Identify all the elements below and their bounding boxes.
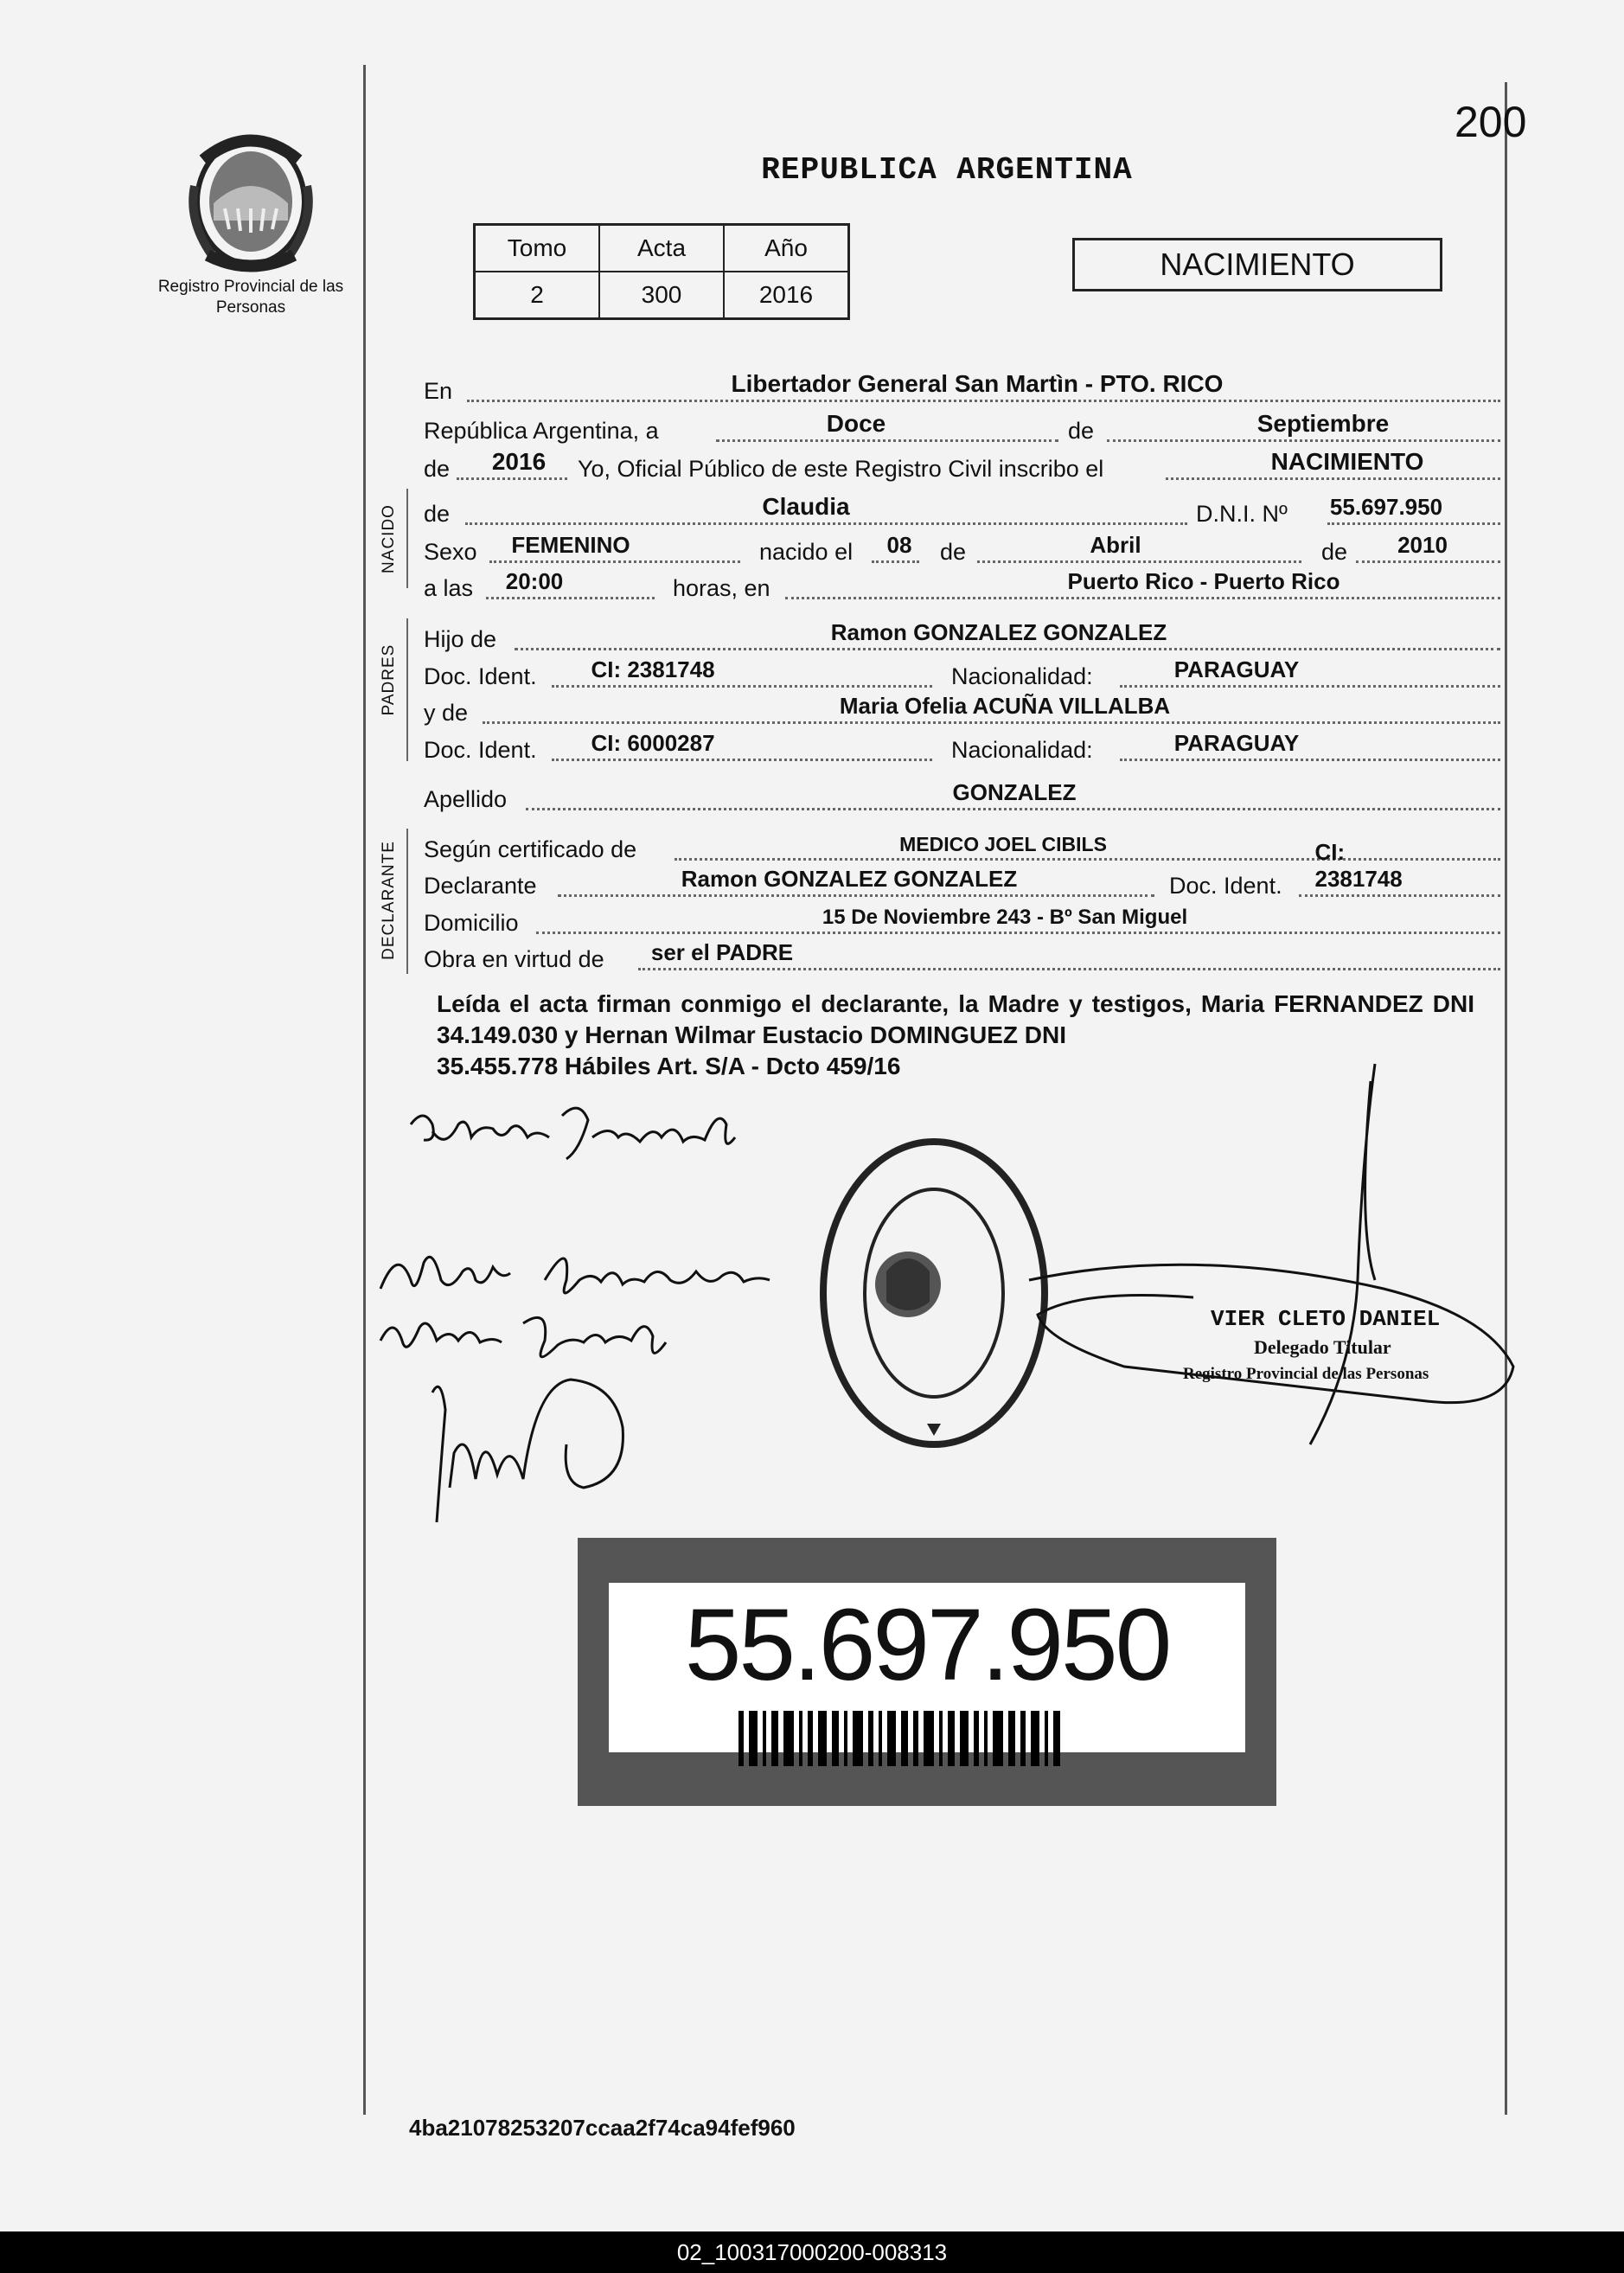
volume-table xyxy=(473,223,850,320)
birth-month-value: Abril xyxy=(1090,532,1141,558)
doc-label: Doc. Ident. xyxy=(1169,873,1282,899)
registry-name: Registro Provincial de las Personas xyxy=(157,278,344,317)
apellido-value: GONZALEZ xyxy=(952,779,1077,805)
reading-text: Leída el acta firman conmigo el declarante, la Madre y testigos, Maria FERNANDEZ DNI 34.149.030 y Hernan Wilmar Eustacio DOMINGUEZ DNI xyxy=(437,990,1474,1048)
inscribo-label: Yo, Oficial Público de este Registro Civil inscribo el xyxy=(578,456,1104,482)
official-office: Registro Provincial de las Personas xyxy=(1183,1365,1429,1383)
dotted-line xyxy=(467,399,1500,402)
inscribo-value: NACIMIENTO xyxy=(1270,448,1424,475)
dotted-line xyxy=(1120,684,1500,688)
section-padres: PADRES xyxy=(380,643,398,716)
field-row-obra xyxy=(424,938,1500,976)
declarante-label: Declarante xyxy=(424,873,537,899)
name-value: Claudia xyxy=(762,493,850,520)
hora-value: 20:00 xyxy=(505,568,564,594)
birth-day-value: 08 xyxy=(886,532,912,558)
de-label: de xyxy=(424,456,451,482)
de-label: de xyxy=(1068,418,1095,444)
father-doc-value: CI: 2381748 xyxy=(591,656,715,682)
document-title: REPUBLICA ARGENTINA xyxy=(761,152,1133,188)
dotted-line xyxy=(1299,893,1500,897)
de-label: de xyxy=(1321,539,1348,565)
father-nat-value: PARAGUAY xyxy=(1173,656,1300,682)
dotted-line xyxy=(489,560,740,563)
field-row-date xyxy=(424,410,1500,448)
place-value: Libertador General San Martìn - PTO. RICO xyxy=(731,370,1224,397)
mother-doc-value: CI: 6000287 xyxy=(591,730,715,756)
y-de-label: y de xyxy=(424,700,469,726)
dni-label: D.N.I. Nº xyxy=(1196,501,1288,527)
domicilio-value: 15 De Noviembre 243 - Bº San Miguel xyxy=(822,906,1188,929)
mother-value: Maria Ofelia ACUÑA VILLALBA xyxy=(839,693,1171,719)
dotted-line xyxy=(483,720,1500,724)
dotted-line xyxy=(486,596,655,599)
dotted-line xyxy=(638,967,1500,970)
acta-header: Acta xyxy=(599,225,724,272)
official-role: Delegado Titular xyxy=(1254,1336,1391,1358)
nacido-label: nacido el xyxy=(759,539,854,565)
obra-label: Obra en virtud de xyxy=(424,946,604,972)
document-hash: 4ba21078253207ccaa2f74ca94fef960 xyxy=(409,2115,796,2141)
official-name: VIER CLETO DANIEL xyxy=(1211,1306,1441,1332)
en-label: En xyxy=(424,378,453,404)
year-value: 2016 xyxy=(491,448,547,475)
record-type-box: NACIMIENTO xyxy=(1072,238,1442,291)
official-signature xyxy=(1020,1055,1522,1462)
dotted-line xyxy=(552,758,932,761)
field-row-birth xyxy=(424,531,1500,569)
doc-label: Doc. Ident. xyxy=(424,663,537,689)
de-label: de xyxy=(424,501,451,527)
dotted-line xyxy=(1327,522,1500,525)
dotted-line xyxy=(515,647,1500,650)
mother-nat-value: PARAGUAY xyxy=(1173,730,1300,756)
dotted-line xyxy=(716,439,1058,442)
field-row-name xyxy=(424,493,1500,531)
day-value: Doce xyxy=(826,410,886,437)
dotted-line xyxy=(872,560,919,563)
hijo-label: Hijo de xyxy=(424,626,497,652)
section-nacido: NACIDO xyxy=(380,504,398,573)
republica-label: República Argentina, a xyxy=(424,418,659,444)
dotted-line xyxy=(1356,560,1500,563)
section-declarante: DECLARANTE xyxy=(380,841,398,960)
province-emblem-icon xyxy=(177,125,324,272)
field-row-mother xyxy=(424,692,1500,730)
doc-label: Doc. Ident. xyxy=(424,737,537,763)
dotted-line xyxy=(1166,477,1500,480)
dotted-line xyxy=(552,684,932,688)
field-row-year xyxy=(424,448,1500,486)
nacionalidad-label: Nacionalidad: xyxy=(951,737,1093,763)
field-row-father xyxy=(424,618,1500,656)
tomo-value: 2 xyxy=(475,272,600,319)
birth-place-value: Puerto Rico - Puerto Rico xyxy=(1067,568,1340,594)
anio-header: Año xyxy=(724,225,849,272)
sexo-label: Sexo xyxy=(424,539,477,565)
dotted-line xyxy=(526,807,1500,810)
anio-value: 2016 xyxy=(724,272,849,319)
acta-value: 300 xyxy=(599,272,724,319)
dotted-line xyxy=(1120,758,1500,761)
dotted-line xyxy=(1107,439,1500,442)
apellido-label: Apellido xyxy=(424,786,508,812)
domicilio-label: Domicilio xyxy=(424,910,519,936)
section-declarante-bracket xyxy=(406,829,415,974)
dotted-line xyxy=(558,893,1154,897)
tomo-header: Tomo xyxy=(475,225,600,272)
dotted-line xyxy=(536,931,1500,934)
dotted-line xyxy=(465,522,1187,525)
page-number: 200 xyxy=(1455,98,1527,146)
field-row-place xyxy=(424,370,1500,408)
signature-father xyxy=(406,1090,813,1194)
section-nacido-bracket xyxy=(406,489,415,588)
cert-value: MEDICO JOEL CIBILS xyxy=(899,833,1107,855)
sexo-value: FEMENINO xyxy=(511,532,630,558)
dotted-line xyxy=(785,596,1500,599)
field-row-mother-doc xyxy=(424,729,1500,767)
security-label xyxy=(578,1538,1276,1806)
label-white-area xyxy=(609,1583,1245,1752)
field-row-surname xyxy=(424,778,1500,816)
cert-label: Según certificado de xyxy=(424,836,637,862)
decl-doc-value: CI: 2381748 xyxy=(1314,839,1403,892)
footer-filename: 02_100317000200-008313 xyxy=(0,2231,1624,2273)
field-row-address xyxy=(424,902,1500,940)
father-value: Ramon GONZALEZ GONZALEZ xyxy=(830,619,1167,645)
dotted-line xyxy=(457,477,567,480)
a-las-label: a las xyxy=(424,575,474,601)
dotted-line xyxy=(977,560,1301,563)
field-row-time-place xyxy=(424,567,1500,605)
section-padres-bracket xyxy=(406,618,415,761)
month-value: Septiembre xyxy=(1256,410,1390,437)
field-row-father-doc xyxy=(424,656,1500,694)
nacionalidad-label: Nacionalidad: xyxy=(951,663,1093,689)
label-number: 55.697.950 xyxy=(684,1588,1170,1702)
signature-official-initials xyxy=(415,1358,657,1531)
obra-value: ser el PADRE xyxy=(650,939,794,965)
declarante-value: Ramon GONZALEZ GONZALEZ xyxy=(681,866,1018,892)
reading-text-last: 35.455.778 Hábiles Art. S/A - Dcto 459/16 xyxy=(437,1053,901,1079)
birth-year-value: 2010 xyxy=(1397,532,1448,558)
barcode-icon xyxy=(738,1711,1110,1766)
horas-en-label: horas, en xyxy=(673,575,770,601)
dni-value: 55.697.950 xyxy=(1329,494,1443,520)
left-margin-line xyxy=(363,65,366,2115)
de-label: de xyxy=(940,539,967,565)
official-stamp xyxy=(817,1133,1051,1453)
